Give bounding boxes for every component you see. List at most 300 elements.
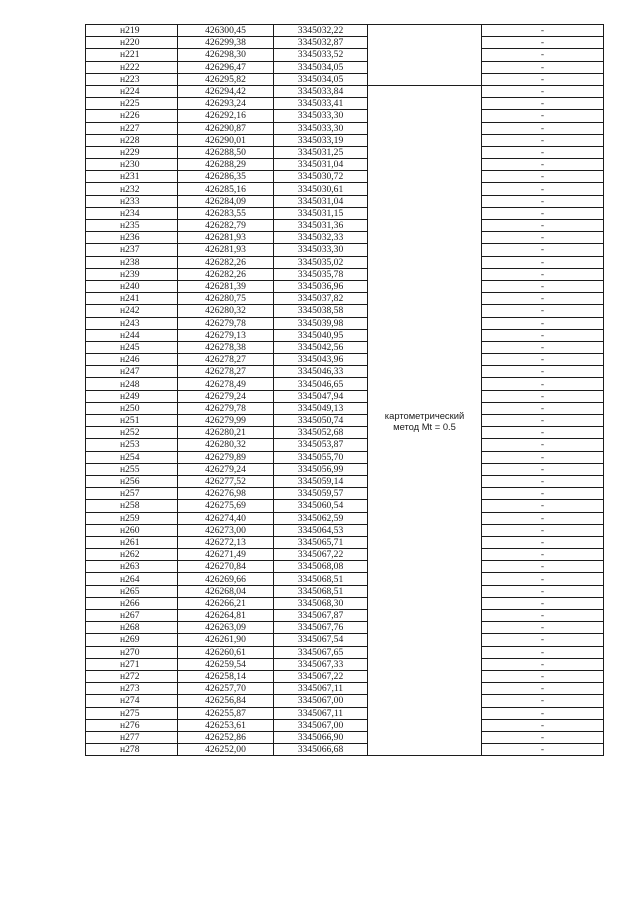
y-coordinate-cell: 3345050,74 [274, 415, 368, 427]
x-coordinate-cell: 426280,75 [178, 293, 274, 305]
y-coordinate-cell: 3345067,11 [274, 707, 368, 719]
table-row [86, 207, 604, 219]
error-cell: - [482, 146, 604, 158]
y-coordinate-cell: 3345064,53 [274, 524, 368, 536]
point-number-cell: н234 [86, 207, 178, 219]
error-cell: - [482, 683, 604, 695]
table-row [86, 549, 604, 561]
y-coordinate-cell: 3345067,11 [274, 683, 368, 695]
table-row [86, 622, 604, 634]
error-cell: - [482, 134, 604, 146]
table-row [86, 573, 604, 585]
y-coordinate-cell: 3345067,00 [274, 719, 368, 731]
x-coordinate-cell: 426271,49 [178, 549, 274, 561]
error-cell: - [482, 670, 604, 682]
table-row [86, 341, 604, 353]
point-number-cell: н224 [86, 85, 178, 97]
point-number-cell: н227 [86, 122, 178, 134]
table-row [86, 451, 604, 463]
point-number-cell: н222 [86, 61, 178, 73]
error-cell: - [482, 280, 604, 292]
point-number-cell: н247 [86, 366, 178, 378]
table-row [86, 366, 604, 378]
x-coordinate-cell: 426282,79 [178, 220, 274, 232]
x-coordinate-cell: 426290,01 [178, 134, 274, 146]
y-coordinate-cell: 3345068,30 [274, 597, 368, 609]
x-coordinate-cell: 426279,89 [178, 451, 274, 463]
table-row [86, 195, 604, 207]
error-cell: - [482, 695, 604, 707]
point-number-cell: н274 [86, 695, 178, 707]
point-number-cell: н231 [86, 171, 178, 183]
point-number-cell: н229 [86, 146, 178, 158]
point-number-cell: н272 [86, 670, 178, 682]
point-number-cell: н268 [86, 622, 178, 634]
error-cell: - [482, 85, 604, 97]
x-coordinate-cell: 426293,24 [178, 98, 274, 110]
error-cell: - [482, 171, 604, 183]
error-cell: - [482, 463, 604, 475]
error-cell: - [482, 439, 604, 451]
x-coordinate-cell: 426279,78 [178, 402, 274, 414]
table-row [86, 49, 604, 61]
x-coordinate-cell: 426288,29 [178, 159, 274, 171]
error-cell: - [482, 500, 604, 512]
table-row [86, 658, 604, 670]
point-number-cell: н219 [86, 25, 178, 37]
error-cell: - [482, 268, 604, 280]
x-coordinate-cell: 426284,09 [178, 195, 274, 207]
x-coordinate-cell: 426283,55 [178, 207, 274, 219]
point-number-cell: н251 [86, 415, 178, 427]
x-coordinate-cell: 426280,32 [178, 439, 274, 451]
table-row [86, 475, 604, 487]
coordinates-table [85, 24, 604, 756]
y-coordinate-cell: 3345042,56 [274, 341, 368, 353]
y-coordinate-cell: 3345067,76 [274, 622, 368, 634]
error-cell: - [482, 256, 604, 268]
error-cell: - [482, 317, 604, 329]
error-cell: - [482, 415, 604, 427]
error-cell: - [482, 488, 604, 500]
point-number-cell: н256 [86, 475, 178, 487]
y-coordinate-cell: 3345067,33 [274, 658, 368, 670]
error-cell: - [482, 37, 604, 49]
y-coordinate-cell: 3345059,14 [274, 475, 368, 487]
error-cell: - [482, 707, 604, 719]
table-row [86, 744, 604, 756]
x-coordinate-cell: 426253,61 [178, 719, 274, 731]
method-text-line: картометрический [384, 409, 465, 421]
point-number-cell: н253 [86, 439, 178, 451]
x-coordinate-cell: 426279,78 [178, 317, 274, 329]
y-coordinate-cell: 3345067,87 [274, 610, 368, 622]
error-cell: - [482, 159, 604, 171]
table-row [86, 25, 604, 37]
point-number-cell: н250 [86, 402, 178, 414]
x-coordinate-cell: 426296,47 [178, 61, 274, 73]
table-row [86, 634, 604, 646]
table-row [86, 354, 604, 366]
x-coordinate-cell: 426275,69 [178, 500, 274, 512]
point-number-cell: н232 [86, 183, 178, 195]
y-coordinate-cell: 3345056,99 [274, 463, 368, 475]
x-coordinate-cell: 426279,99 [178, 415, 274, 427]
y-coordinate-cell: 3345049,13 [274, 402, 368, 414]
method-cell-blank [368, 25, 482, 86]
point-number-cell: н273 [86, 683, 178, 695]
error-cell: - [482, 427, 604, 439]
y-coordinate-cell: 3345031,36 [274, 220, 368, 232]
x-coordinate-cell: 426290,87 [178, 122, 274, 134]
point-number-cell: н257 [86, 488, 178, 500]
y-coordinate-cell: 3345033,30 [274, 122, 368, 134]
error-cell: - [482, 73, 604, 85]
table-row [86, 293, 604, 305]
x-coordinate-cell: 426255,87 [178, 707, 274, 719]
y-coordinate-cell: 3345033,30 [274, 244, 368, 256]
error-cell: - [482, 536, 604, 548]
table-row [86, 427, 604, 439]
x-coordinate-cell: 426279,24 [178, 463, 274, 475]
y-coordinate-cell: 3345059,57 [274, 488, 368, 500]
y-coordinate-cell: 3345065,71 [274, 536, 368, 548]
table-row [86, 85, 604, 97]
x-coordinate-cell: 426294,42 [178, 85, 274, 97]
table-row [86, 390, 604, 402]
table-row [86, 415, 604, 427]
y-coordinate-cell: 3345036,96 [274, 280, 368, 292]
x-coordinate-cell: 426288,50 [178, 146, 274, 158]
error-cell: - [482, 61, 604, 73]
y-coordinate-cell: 3345067,22 [274, 670, 368, 682]
error-cell: - [482, 658, 604, 670]
point-number-cell: н267 [86, 610, 178, 622]
table-row [86, 244, 604, 256]
error-cell: - [482, 110, 604, 122]
y-coordinate-cell: 3345046,65 [274, 378, 368, 390]
error-cell: - [482, 195, 604, 207]
table-row [86, 134, 604, 146]
table-row [86, 402, 604, 414]
x-coordinate-cell: 426276,98 [178, 488, 274, 500]
table-row [86, 146, 604, 158]
point-number-cell: н241 [86, 293, 178, 305]
error-cell: - [482, 220, 604, 232]
point-number-cell: н270 [86, 646, 178, 658]
x-coordinate-cell: 426281,39 [178, 280, 274, 292]
y-coordinate-cell: 3345068,08 [274, 561, 368, 573]
error-cell: - [482, 390, 604, 402]
table-row [86, 646, 604, 658]
x-coordinate-cell: 426279,24 [178, 390, 274, 402]
y-coordinate-cell: 3345039,98 [274, 317, 368, 329]
error-cell: - [482, 634, 604, 646]
error-cell: - [482, 378, 604, 390]
point-number-cell: н246 [86, 354, 178, 366]
y-coordinate-cell: 3345034,05 [274, 73, 368, 85]
table-row [86, 731, 604, 743]
x-coordinate-cell: 426298,30 [178, 49, 274, 61]
table-row [86, 512, 604, 524]
y-coordinate-cell: 3345067,22 [274, 549, 368, 561]
point-number-cell: н228 [86, 134, 178, 146]
y-coordinate-cell: 3345060,54 [274, 500, 368, 512]
table-row [86, 719, 604, 731]
x-coordinate-cell: 426272,13 [178, 536, 274, 548]
error-cell: - [482, 402, 604, 414]
method-text-line: метод Mt = 0.5 [393, 420, 456, 432]
x-coordinate-cell: 426281,93 [178, 244, 274, 256]
y-coordinate-cell: 3345031,04 [274, 195, 368, 207]
y-coordinate-cell: 3345053,87 [274, 439, 368, 451]
x-coordinate-cell: 426252,00 [178, 744, 274, 756]
table-row [86, 695, 604, 707]
point-number-cell: н221 [86, 49, 178, 61]
table-row [86, 110, 604, 122]
x-coordinate-cell: 426278,49 [178, 378, 274, 390]
table-row [86, 597, 604, 609]
table-row [86, 610, 604, 622]
coordinates-table-body [86, 25, 604, 756]
point-number-cell: н220 [86, 37, 178, 49]
table-row [86, 670, 604, 682]
point-number-cell: н226 [86, 110, 178, 122]
point-number-cell: н236 [86, 232, 178, 244]
x-coordinate-cell: 426258,14 [178, 670, 274, 682]
point-number-cell: н244 [86, 329, 178, 341]
point-number-cell: н278 [86, 744, 178, 756]
x-coordinate-cell: 426280,32 [178, 305, 274, 317]
table-row [86, 536, 604, 548]
y-coordinate-cell: 3345037,82 [274, 293, 368, 305]
point-number-cell: н237 [86, 244, 178, 256]
point-number-cell: н252 [86, 427, 178, 439]
point-number-cell: н266 [86, 597, 178, 609]
x-coordinate-cell: 426280,21 [178, 427, 274, 439]
point-number-cell: н233 [86, 195, 178, 207]
x-coordinate-cell: 426270,84 [178, 561, 274, 573]
y-coordinate-cell: 3345031,15 [274, 207, 368, 219]
error-cell: - [482, 731, 604, 743]
y-coordinate-cell: 3345047,94 [274, 390, 368, 402]
error-cell: - [482, 610, 604, 622]
error-cell: - [482, 341, 604, 353]
table-row [86, 171, 604, 183]
point-number-cell: н276 [86, 719, 178, 731]
method-cell [368, 85, 482, 755]
point-number-cell: н225 [86, 98, 178, 110]
x-coordinate-cell: 426278,27 [178, 366, 274, 378]
error-cell: - [482, 49, 604, 61]
y-coordinate-cell: 3345033,41 [274, 98, 368, 110]
error-cell: - [482, 305, 604, 317]
error-cell: - [482, 183, 604, 195]
point-number-cell: н259 [86, 512, 178, 524]
error-cell: - [482, 475, 604, 487]
table-row [86, 73, 604, 85]
error-cell: - [482, 25, 604, 37]
point-number-cell: н263 [86, 561, 178, 573]
table-row [86, 585, 604, 597]
point-number-cell: н242 [86, 305, 178, 317]
point-number-cell: н245 [86, 341, 178, 353]
y-coordinate-cell: 3345033,19 [274, 134, 368, 146]
error-cell: - [482, 622, 604, 634]
point-number-cell: н238 [86, 256, 178, 268]
point-number-cell: н230 [86, 159, 178, 171]
y-coordinate-cell: 3345031,25 [274, 146, 368, 158]
y-coordinate-cell: 3345034,05 [274, 61, 368, 73]
table-row [86, 37, 604, 49]
error-cell: - [482, 524, 604, 536]
table-row [86, 220, 604, 232]
table-row [86, 329, 604, 341]
error-cell: - [482, 561, 604, 573]
table-row [86, 183, 604, 195]
x-coordinate-cell: 426256,84 [178, 695, 274, 707]
table-row [86, 61, 604, 73]
point-number-cell: н269 [86, 634, 178, 646]
y-coordinate-cell: 3345032,87 [274, 37, 368, 49]
x-coordinate-cell: 426274,40 [178, 512, 274, 524]
y-coordinate-cell: 3345066,68 [274, 744, 368, 756]
point-number-cell: н275 [86, 707, 178, 719]
table-row [86, 707, 604, 719]
point-number-cell: н254 [86, 451, 178, 463]
y-coordinate-cell: 3345030,72 [274, 171, 368, 183]
error-cell: - [482, 512, 604, 524]
table-row [86, 122, 604, 134]
error-cell: - [482, 585, 604, 597]
point-number-cell: н255 [86, 463, 178, 475]
point-number-cell: н265 [86, 585, 178, 597]
error-cell: - [482, 244, 604, 256]
x-coordinate-cell: 426278,27 [178, 354, 274, 366]
point-number-cell: н249 [86, 390, 178, 402]
point-number-cell: н235 [86, 220, 178, 232]
table-row [86, 439, 604, 451]
y-coordinate-cell: 3345033,84 [274, 85, 368, 97]
x-coordinate-cell: 426252,86 [178, 731, 274, 743]
point-number-cell: н258 [86, 500, 178, 512]
table-row [86, 159, 604, 171]
error-cell: - [482, 366, 604, 378]
x-coordinate-cell: 426282,26 [178, 256, 274, 268]
y-coordinate-cell: 3345031,04 [274, 159, 368, 171]
error-cell: - [482, 597, 604, 609]
y-coordinate-cell: 3345040,95 [274, 329, 368, 341]
x-coordinate-cell: 426277,52 [178, 475, 274, 487]
x-coordinate-cell: 426300,45 [178, 25, 274, 37]
point-number-cell: н260 [86, 524, 178, 536]
y-coordinate-cell: 3345033,30 [274, 110, 368, 122]
y-coordinate-cell: 3345043,96 [274, 354, 368, 366]
y-coordinate-cell: 3345038,58 [274, 305, 368, 317]
error-cell: - [482, 122, 604, 134]
point-number-cell: н277 [86, 731, 178, 743]
table-row [86, 683, 604, 695]
point-number-cell: н261 [86, 536, 178, 548]
table-row [86, 524, 604, 536]
x-coordinate-cell: 426286,35 [178, 171, 274, 183]
y-coordinate-cell: 3345067,00 [274, 695, 368, 707]
table-row [86, 305, 604, 317]
error-cell: - [482, 573, 604, 585]
point-number-cell: н243 [86, 317, 178, 329]
x-coordinate-cell: 426261,90 [178, 634, 274, 646]
y-coordinate-cell: 3345055,70 [274, 451, 368, 463]
x-coordinate-cell: 426279,13 [178, 329, 274, 341]
y-coordinate-cell: 3345035,02 [274, 256, 368, 268]
error-cell: - [482, 207, 604, 219]
y-coordinate-cell: 3345035,78 [274, 268, 368, 280]
x-coordinate-cell: 426264,81 [178, 610, 274, 622]
error-cell: - [482, 329, 604, 341]
error-cell: - [482, 646, 604, 658]
point-number-cell: н240 [86, 280, 178, 292]
error-cell: - [482, 354, 604, 366]
table-row [86, 463, 604, 475]
table-row [86, 500, 604, 512]
y-coordinate-cell: 3345046,33 [274, 366, 368, 378]
y-coordinate-cell: 3345068,51 [274, 585, 368, 597]
error-cell: - [482, 98, 604, 110]
point-number-cell: н223 [86, 73, 178, 85]
error-cell: - [482, 293, 604, 305]
y-coordinate-cell: 3345067,65 [274, 646, 368, 658]
point-number-cell: н239 [86, 268, 178, 280]
error-cell: - [482, 232, 604, 244]
table-row [86, 256, 604, 268]
table-row [86, 561, 604, 573]
y-coordinate-cell: 3345052,68 [274, 427, 368, 439]
y-coordinate-cell: 3345033,52 [274, 49, 368, 61]
y-coordinate-cell: 3345067,54 [274, 634, 368, 646]
x-coordinate-cell: 426257,70 [178, 683, 274, 695]
x-coordinate-cell: 426278,38 [178, 341, 274, 353]
table-row [86, 268, 604, 280]
x-coordinate-cell: 426266,21 [178, 597, 274, 609]
x-coordinate-cell: 426273,00 [178, 524, 274, 536]
x-coordinate-cell: 426299,38 [178, 37, 274, 49]
error-cell: - [482, 549, 604, 561]
table-row [86, 280, 604, 292]
y-coordinate-cell: 3345032,22 [274, 25, 368, 37]
point-number-cell: н264 [86, 573, 178, 585]
x-coordinate-cell: 426269,66 [178, 573, 274, 585]
y-coordinate-cell: 3345062,59 [274, 512, 368, 524]
table-row [86, 98, 604, 110]
point-number-cell: н262 [86, 549, 178, 561]
table-row [86, 488, 604, 500]
x-coordinate-cell: 426285,16 [178, 183, 274, 195]
point-number-cell: н248 [86, 378, 178, 390]
y-coordinate-cell: 3345066,90 [274, 731, 368, 743]
table-row [86, 317, 604, 329]
x-coordinate-cell: 426292,16 [178, 110, 274, 122]
x-coordinate-cell: 426259,54 [178, 658, 274, 670]
x-coordinate-cell: 426260,61 [178, 646, 274, 658]
point-number-cell: н271 [86, 658, 178, 670]
y-coordinate-cell: 3345068,51 [274, 573, 368, 585]
error-cell: - [482, 451, 604, 463]
x-coordinate-cell: 426268,04 [178, 585, 274, 597]
y-coordinate-cell: 3345030,61 [274, 183, 368, 195]
y-coordinate-cell: 3345032,33 [274, 232, 368, 244]
x-coordinate-cell: 426282,26 [178, 268, 274, 280]
table-row [86, 378, 604, 390]
